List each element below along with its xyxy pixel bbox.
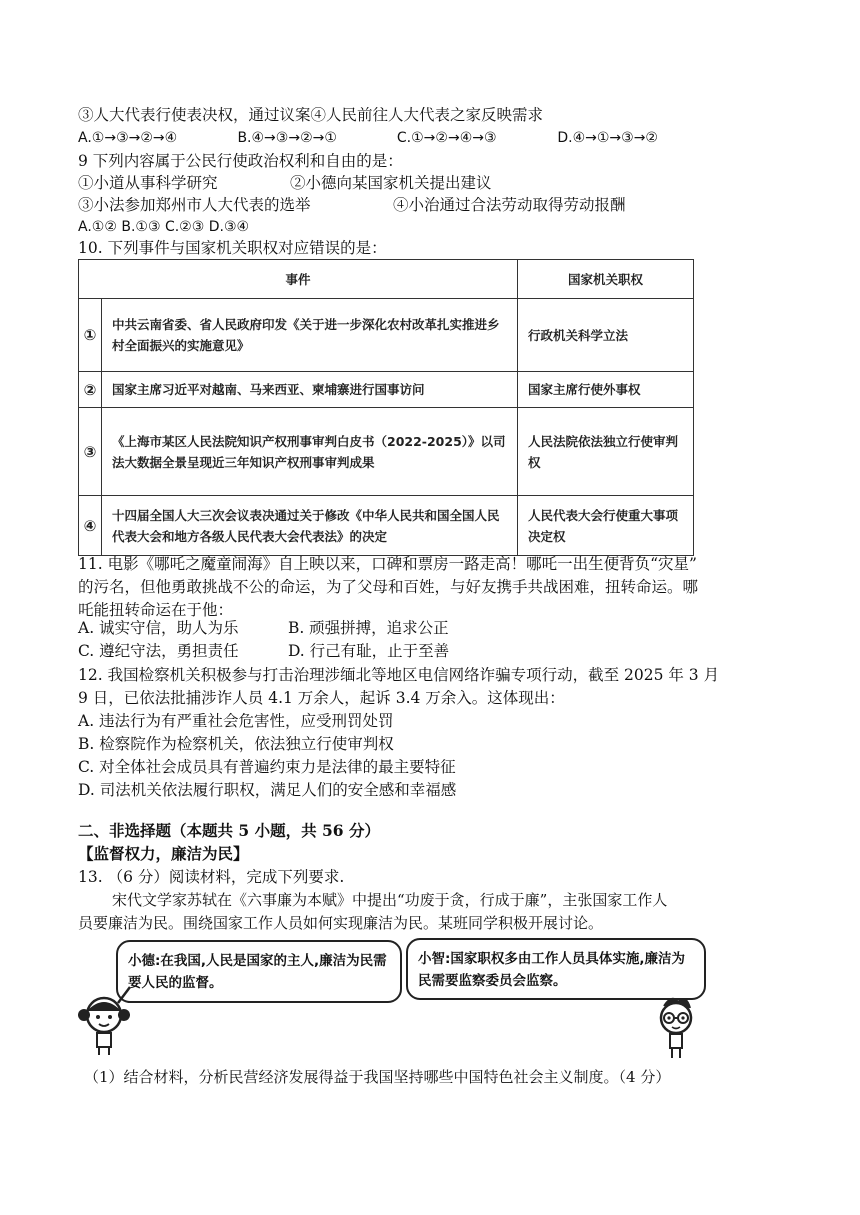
row-event: 国家主席习近平对越南、马来西亚、柬埔寨进行国事访问 [102, 372, 518, 408]
q11-option-a: A. 诚实守信，助人为乐 [78, 619, 239, 637]
row-number: ④ [79, 496, 102, 556]
q11-options-row1 [78, 617, 449, 639]
q8-options [78, 127, 658, 149]
speech-bubble-xiaode: 小德:在我国,人民是国家的主人,廉洁为民需要人民的监督。 [116, 940, 402, 1003]
speech-bubble-xiaozhi: 小智:国家职权多由工作人员具体实施,廉洁为民需要监察委员会监察。 [406, 938, 706, 1000]
q8-statement: ③人大代表行使表决权，通过议案④人民前往人大代表之家反映需求 [78, 106, 544, 124]
row-event: 中共云南省委、省人民政府印发《关于进一步深化农村改革扎实推进乡村全面振兴的实施意见》 [102, 299, 518, 372]
row-event: 十四届全国人大三次会议表决通过关于修改《中华人民共和国全国人民代表大会和地方各级人民代表大会代表法》的决定 [102, 496, 518, 556]
section-title: 二、非选择题（本题共 5 小题，共 56 分） [78, 821, 380, 840]
q8-option-d: D.④→①→③→② [557, 130, 658, 146]
q9-item-4: ④小治通过合法劳动取得劳动报酬 [392, 196, 626, 214]
q11-line-2: 的污名，但他勇敢挑战不公的命运，为了父母和百姓，与好友携手共战困难，扭转命运。哪 [78, 578, 699, 596]
section-theme: 【监督权力，廉洁为民】 [78, 844, 249, 863]
q12-line-1: 12. 我国检察机关积极参与打击治理涉缅北等地区电信网络诈骗专项行动，截至 2025 年 3 月 [78, 666, 720, 684]
table-row [79, 299, 694, 372]
event-table [78, 259, 694, 556]
q11-option-d: D. 行己有耻，止于至善 [287, 642, 450, 660]
q9-item-3: ③小法参加郑州市人大代表的选举 [78, 196, 311, 214]
q9-item-1: ①小道从事科学研究 [78, 174, 218, 192]
q13-material-line-1: 宋代文学家苏轼在《六事廉为本赋》中提出“功废于贪，行成于廉”，主张国家工作人 [112, 891, 668, 909]
q8-option-b: B.④→③→②→① [237, 130, 337, 146]
q12-option-b: B. 检察院作为检察机关，依法独立行使审判权 [78, 735, 394, 753]
row-power: 人民代表大会行使重大事项决定权 [518, 496, 694, 556]
q11-options-row2 [78, 640, 449, 662]
table-header-power: 国家机关职权 [518, 260, 694, 299]
q12-line-2: 9 日，已依法批捕涉诈人员 4.1 万余人，起诉 3.4 万余入。这体现出： [78, 689, 565, 707]
row-power: 行政机关科学立法 [518, 299, 694, 372]
q12-option-d: D. 司法机关依法履行职权，满足人们的安全感和幸福感 [78, 781, 457, 799]
table-row [79, 372, 694, 408]
row-number: ① [79, 299, 102, 372]
q9-stem: 9 下列内容属于公民行使政治权利和自由的是： [78, 152, 403, 170]
q9-items-row1 [78, 172, 491, 194]
table-row [79, 408, 694, 496]
q8-option-a: A.①→③→②→④ [78, 130, 178, 146]
q13-material-line-2: 员要廉洁为民。围绕国家工作人员如何实现廉洁为民。某班同学积极开展讨论。 [78, 914, 604, 932]
girl-figure-icon [70, 985, 140, 1057]
q11-option-b: B. 顽强拼搏，追求公正 [287, 619, 449, 637]
q9-item-2: ②小德向某国家机关提出建议 [289, 174, 492, 192]
table-row [79, 496, 694, 556]
q12-option-c: C. 对全体社会成员具有普遍约束力是法律的最主要特征 [78, 758, 456, 776]
q10-stem: 10. 下列事件与国家机关职权对应错误的是： [78, 239, 387, 257]
row-number: ③ [79, 408, 102, 496]
q9-options: A.①② B.①③ C.②③ D.③④ [78, 219, 250, 235]
table-header-event: 事件 [79, 260, 518, 299]
table-header-row [79, 260, 694, 299]
q13-stem: 13. （6 分）阅读材料，完成下列要求. [78, 868, 345, 886]
row-power: 国家主席行使外事权 [518, 372, 694, 408]
row-power: 人民法院依法独立行使审判权 [518, 408, 694, 496]
q12-option-a: A. 违法行为有严重社会危害性，应受刑罚处罚 [78, 712, 394, 730]
q9-items-row2 [78, 194, 625, 216]
q11-option-c: C. 遵纪守法，勇担责任 [78, 642, 239, 660]
row-event: 《上海市某区人民法院知识产权刑事审判白皮书（2022-2025）》以司法大数据全景呈现近三年知识产权刑事审判成果 [102, 408, 518, 496]
q8-option-c: C.①→②→④→③ [396, 130, 497, 146]
q13-subquestion-1: （1）结合材料，分析民营经济发展得益于我国坚持哪些中国特色社会主义制度。（4 分） [84, 1068, 671, 1086]
q11-line-3: 吒能扭转命运在于他： [78, 601, 234, 619]
boy-figure-icon [648, 992, 704, 1060]
row-number: ② [79, 372, 102, 408]
q11-line-1: 11. 电影《哪吒之魔童闹海》自上映以来，口碑和票房一路走高！哪吒一出生便背负“灾星” [78, 555, 697, 573]
